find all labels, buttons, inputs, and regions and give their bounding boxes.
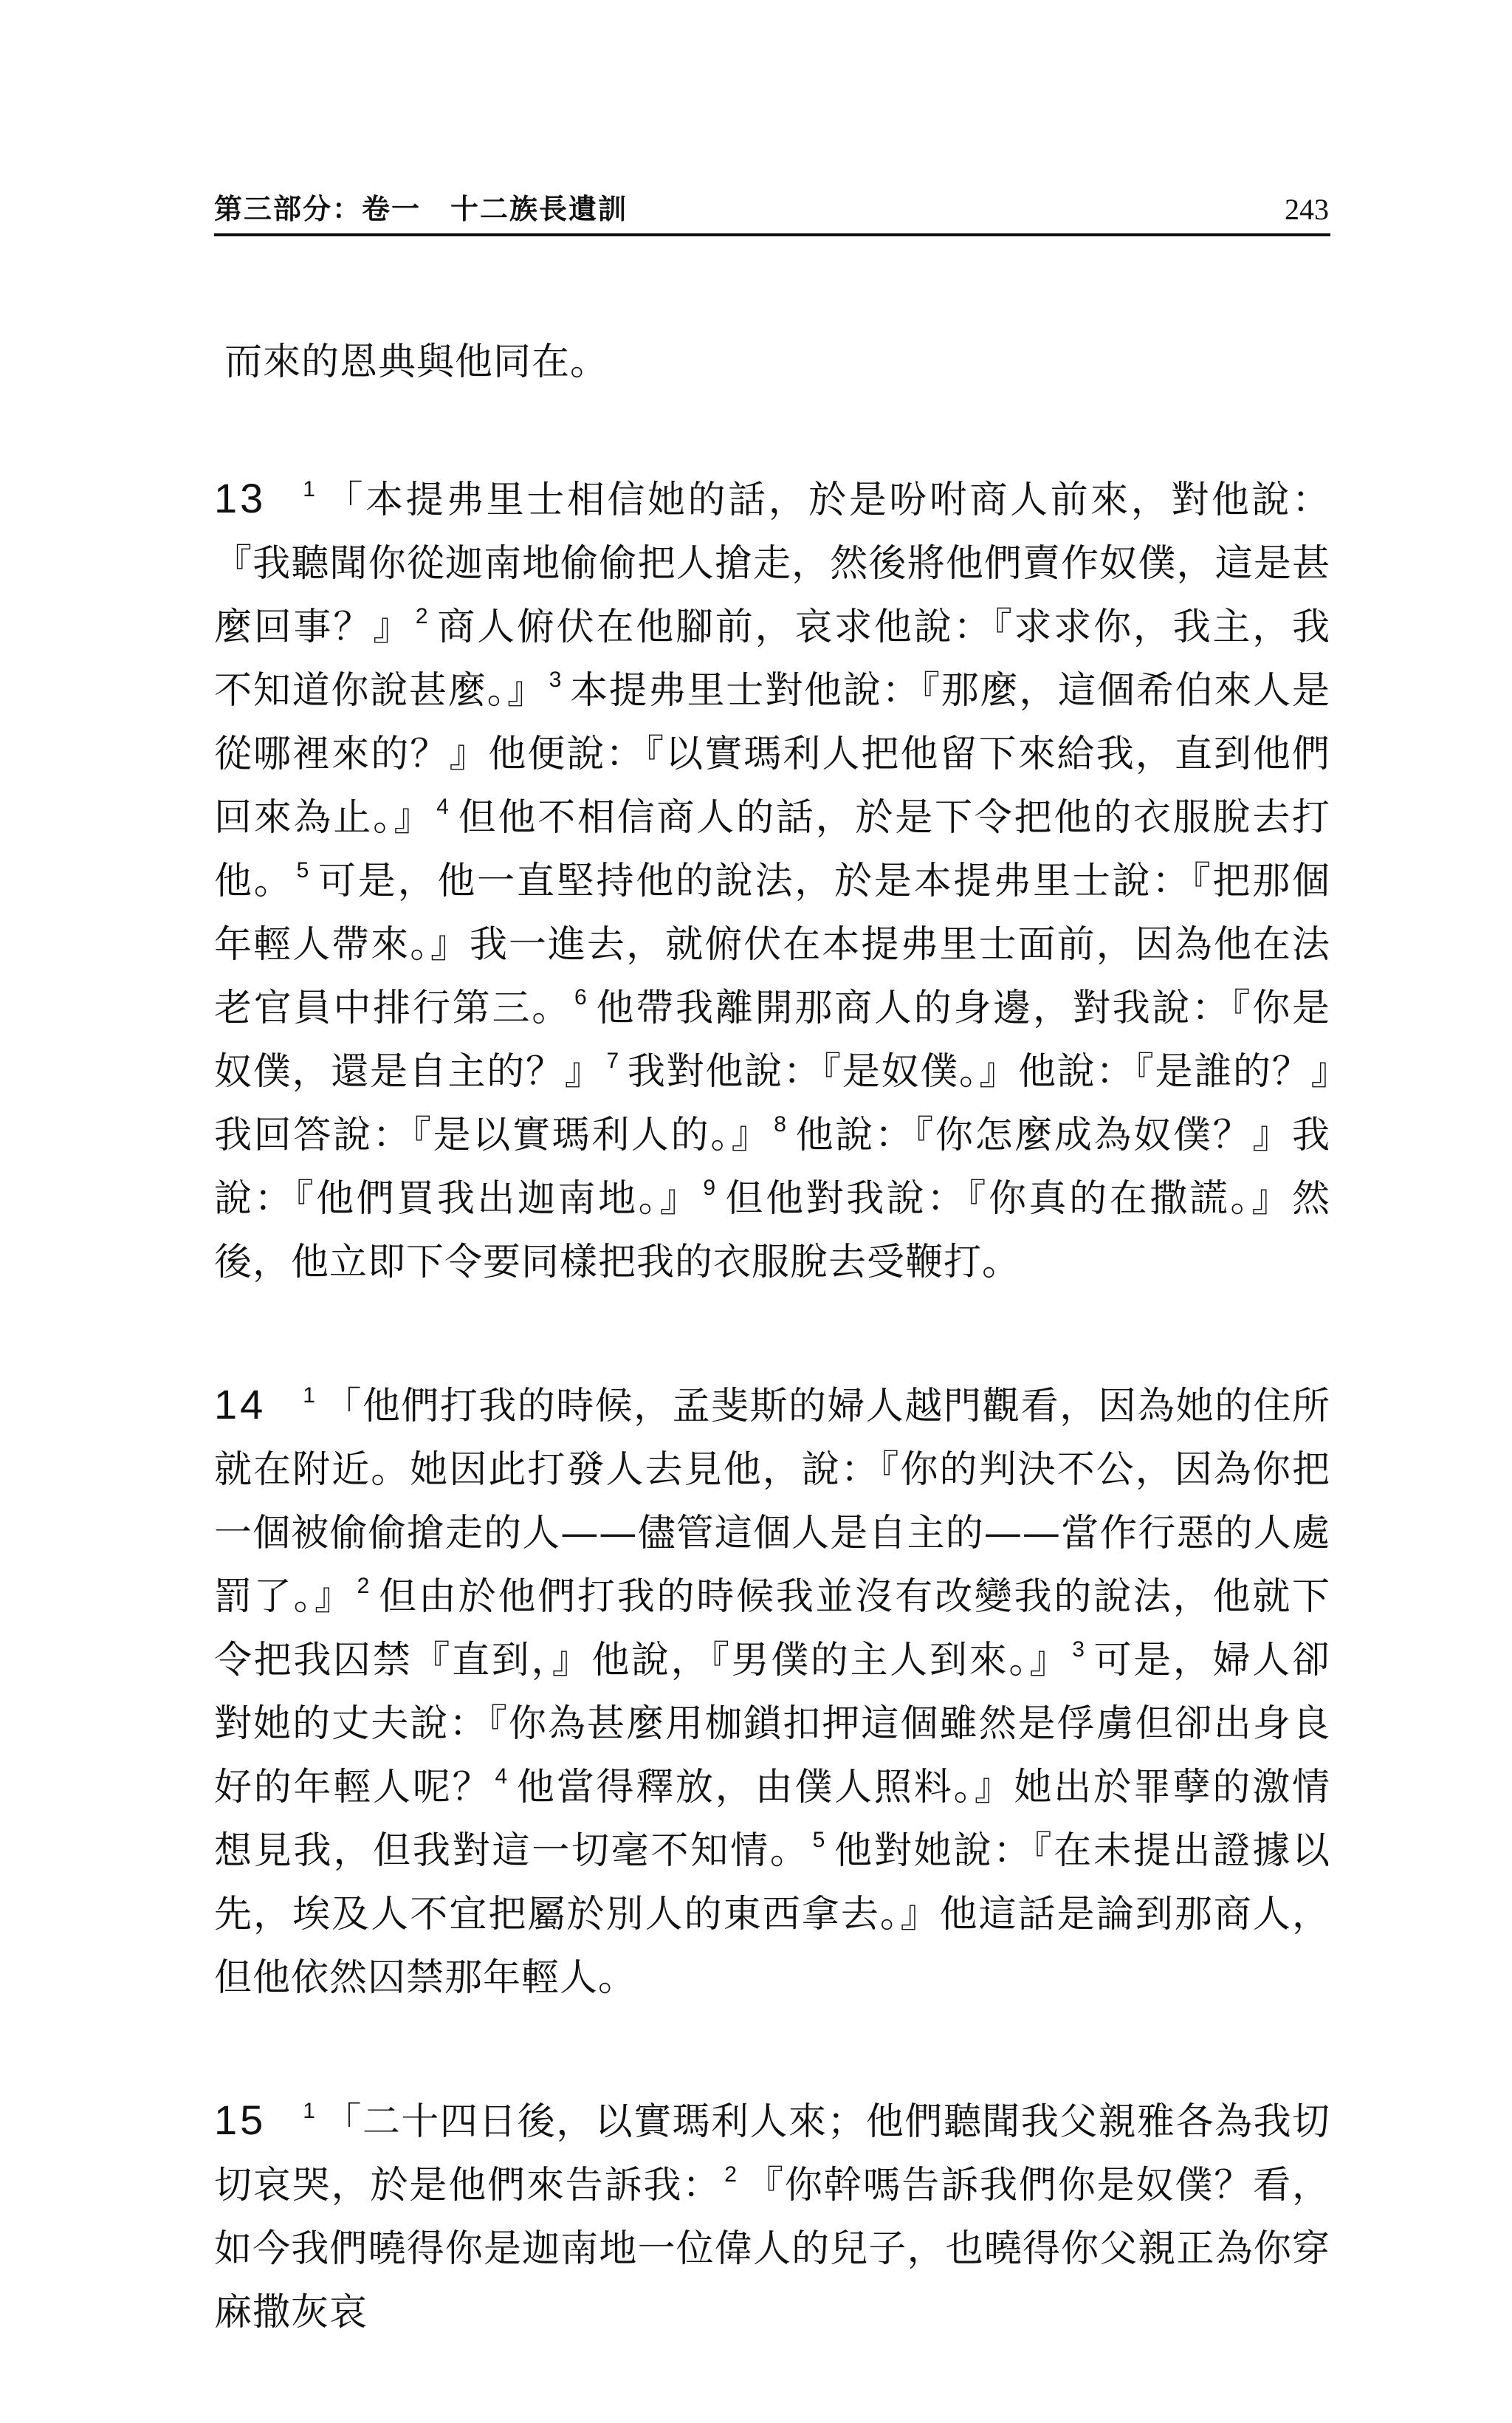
verse-text: 『你幹嗎告訴我們你是奴僕？看，如今我們曉得你是迦南地一位偉人的兒子，也曉得你父親正為你穿麻撒灰哀 (214, 2164, 1330, 2334)
verse-text: 他對她說：『在未提出證據以先，埃及人不宜把屬於別人的東西拿去。』他這話是論到那商人，但他依然囚禁那年輕人。 (214, 1829, 1330, 2000)
verse-text: 但他對我說：『你真的在撒謊。』然後，他立即下令要同樣把我的衣服脫去受鞭打。 (214, 1177, 1330, 1284)
chapter-number: 14 (214, 1381, 267, 1428)
verse-text: 他說：『你怎麼成為奴僕？』我說：『他們買我出迦南地。』 (214, 1114, 1330, 1221)
verse-number: 9 (703, 1176, 716, 1200)
verse-number: 8 (774, 1112, 787, 1137)
verse-text: 而來的恩典與他同在。 (224, 340, 609, 384)
verse-number: 1 (303, 1383, 316, 1408)
header-title: 第三部分：卷一 十二族長遺訓 (214, 193, 628, 225)
verse-number: 1 (303, 2099, 316, 2123)
verse-number: 6 (574, 985, 588, 1010)
verse-text: 他帶我離開那商人的身邊，對我說：『你是奴僕，還是自主的？』 (214, 987, 1330, 1094)
verse-text: 「本提弗里士相信她的話，於是吩咐商人前來，對他說：『我聽聞你從迦南地偷偷把人搶走，然後將他們賣作奴僕，這是甚麼回事？』 (214, 479, 1330, 649)
chapter-13-paragraph (214, 467, 1330, 1295)
verse-text: 「二十四日後，以實瑪利人來；他們聽聞我父親雅各為我切切哀哭，於是他們來告訴我： (214, 2100, 1330, 2207)
page-number: 243 (1285, 193, 1329, 226)
text-segment (214, 340, 608, 384)
chapter-15-paragraph (214, 2088, 1330, 2345)
verse-text: 但他不相信商人的話，於是下令把他的衣服脫去打他。 (214, 796, 1330, 903)
verse-number: 3 (549, 668, 563, 692)
verse-number: 4 (495, 1764, 509, 1789)
verse-number: 1 (303, 477, 316, 501)
continuation-paragraph (214, 331, 1330, 394)
verse-text: 我對他說：『是奴僕。』他說：『是誰的？』我回答說：『是以實瑪利人的。』 (214, 1050, 1330, 1157)
running-header (214, 186, 1330, 236)
chapter-number: 13 (214, 475, 267, 521)
verse-text: 他當得釋放，由僕人照料。』她出於罪孽的激情想見我，但我對這一切毫不知情。 (214, 1766, 1330, 1873)
verse-number: 3 (1072, 1637, 1085, 1662)
verse-number: 2 (724, 2162, 738, 2187)
verse-number: 5 (812, 1828, 826, 1852)
verse-text: 本提弗里士對他說：『那麼，這個希伯來人是從哪裡來的？』他便說：『以實瑪利人把他留下來給我，直到他們回來為止。』 (214, 669, 1330, 840)
verse-number: 2 (357, 1574, 371, 1598)
verse-text: 商人俯伏在他腳前，哀求他說：『求求你，我主，我不知道你說甚麼。』 (214, 606, 1330, 713)
verse-text: 但由於他們打我的時候我並沒有改變我的說法，他就下令把我囚禁『直到，』他說，『男僕的主人到來。』 (214, 1575, 1330, 1682)
verse-text: 可是，婦人卻對她的丈夫說：『你為甚麼用枷鎖扣押這個雖然是俘虜但卻出身良好的年輕人呢？ (214, 1639, 1330, 1809)
verse-number: 7 (606, 1049, 620, 1073)
chapter-number: 15 (214, 2097, 267, 2143)
body-text (214, 331, 1330, 2423)
chapter-14-paragraph (214, 1373, 1330, 2010)
verse-number: 2 (415, 604, 429, 628)
verse-text: 可是，他一直堅持他的說法，於是本提弗里士說：『把那個年輕人帶來。』我一進去，就俯伏在本提弗里士面前，因為他在法老官員中排行第三。 (214, 860, 1330, 1030)
verse-number: 4 (436, 795, 450, 819)
verse-text: 「他們打我的時候，孟斐斯的婦人越門觀看，因為她的住所就在附近。她因此打發人去見他，說：『你的判決不公，因為你把一個被偷偷搶走的人——儘管這個人是自主的——當作行惡的人處罰了。』 (214, 1385, 1330, 1619)
verse-number: 5 (296, 858, 310, 883)
